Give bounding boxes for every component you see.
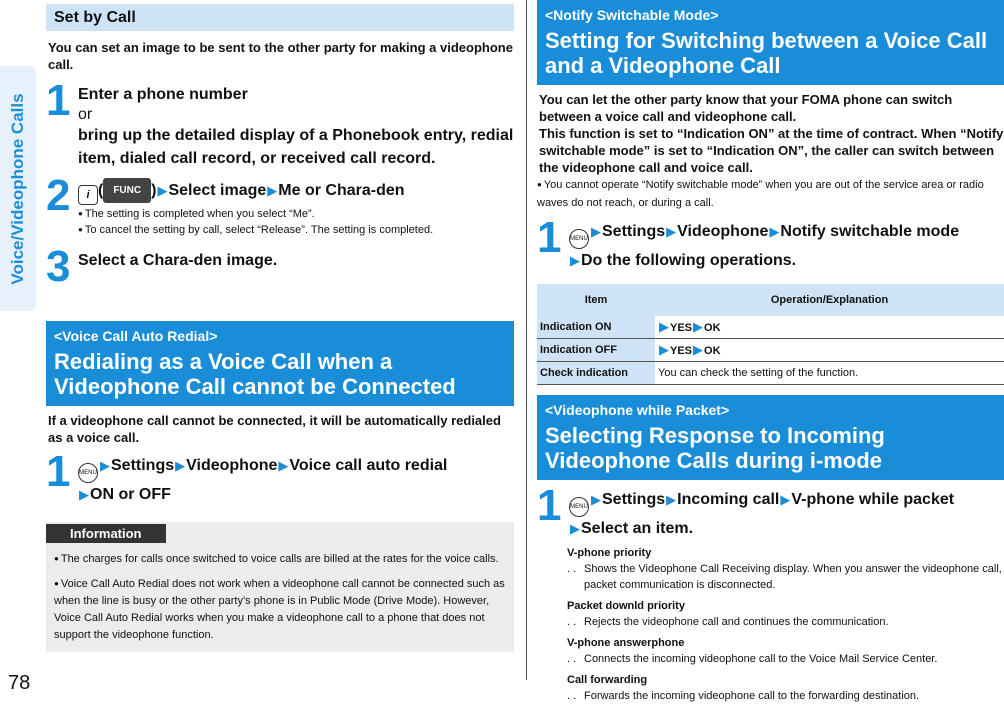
auto-redial-header bbox=[46, 321, 514, 406]
vp-packet-tag: <Videophone while Packet> bbox=[545, 402, 730, 418]
right-column bbox=[537, 0, 1004, 704]
notify-title: Setting for Switching between a Voice Call and a Videophone Call bbox=[545, 28, 988, 78]
table-cell-op: ▶YES▶OK bbox=[655, 339, 1004, 362]
step-number: 1 bbox=[537, 213, 562, 262]
table-header: Operation/Explanation bbox=[655, 284, 1004, 316]
step-2-keys: i ( FUNC )▶Select image▶Me or Chara-den bbox=[78, 178, 514, 205]
table-cell-item: Indication OFF bbox=[537, 339, 655, 362]
vp-packet-step bbox=[537, 481, 1004, 540]
vp-packet-header bbox=[537, 395, 1004, 480]
vp-a: Settings bbox=[602, 491, 666, 508]
table-cell-op: You can check the setting of the function. bbox=[655, 362, 1004, 385]
menu-key-icon: MENU bbox=[78, 463, 98, 483]
set-by-call-intro: You can set an image to be sent to the other party for making a videophone call. bbox=[48, 40, 513, 72]
table-row bbox=[537, 339, 1004, 362]
arrow-icon: ▶ bbox=[591, 492, 601, 507]
notify-d: Do the following operations. bbox=[581, 252, 797, 269]
vp-option-name: Call forwarding bbox=[567, 674, 648, 686]
vp-option-desc: . . Rejects the videophone call and continues the communication. bbox=[567, 616, 889, 628]
arrow-icon: ▶ bbox=[175, 458, 186, 473]
vp-option-desc: . . Connects the incoming videophone call to the Voice Mail Service Center. bbox=[567, 653, 938, 665]
arrow-icon: ▶ bbox=[157, 183, 168, 198]
page-number: 78 bbox=[8, 672, 31, 694]
table-header-row bbox=[537, 284, 1004, 316]
vp-packet-title: Selecting Response to Incoming Videophone Calls during i-mode bbox=[545, 423, 885, 473]
vp-c: V-phone while packet bbox=[791, 491, 955, 508]
notify-step bbox=[537, 213, 1004, 272]
vp-option-desc: . . Shows the Videophone Call Receiving display. When you answer the videophone call, packet communication is disconnected. bbox=[567, 563, 1002, 591]
notify-c: Notify switchable mode bbox=[780, 223, 960, 240]
step-number: 1 bbox=[46, 447, 71, 496]
notify-para-2: This function is set to “Indication ON” at the time of contract. When “Notify switchable mode” is set to “Indication ON”, the caller can switch between the videophone call and voice call. bbox=[539, 126, 1004, 175]
auto-redial-title: Redialing as a Voice Call when a Videophone Call cannot be Connected bbox=[54, 349, 456, 399]
auto-redial-c: Voice call auto redial bbox=[289, 457, 448, 474]
step-number: 1 bbox=[46, 76, 71, 125]
information-bullet: ● The charges for calls once switched to voice calls are billed at the rates for the voice calls. bbox=[54, 550, 506, 568]
operations-table bbox=[537, 284, 1004, 385]
auto-redial-a: Settings bbox=[111, 457, 175, 474]
auto-redial-step bbox=[46, 447, 514, 506]
auto-redial-step-text bbox=[78, 454, 514, 506]
table-cell-op: ▶YES▶OK bbox=[655, 316, 1004, 339]
step-2 bbox=[46, 171, 514, 237]
table-cell-item: Check indication bbox=[537, 362, 655, 385]
menu-key-icon: MENU bbox=[569, 229, 589, 249]
chapter-tab-box bbox=[0, 66, 36, 311]
step-1-line2: bring up the detailed display of a Phonebook entry, redial item, dialed call record, or received call record. bbox=[78, 127, 514, 167]
vp-option-desc: . . Forwards the incoming videophone call to the forwarding destination. bbox=[567, 690, 920, 702]
information-bullet: ● Voice Call Auto Redial does not work when a videophone call cannot be connected such as when the line is busy or the other party’s phone is in Public Mode (Drive Mode). However, Voice Call Auto Redial works when you make a videophone call to a phone that does not support the videophone function. bbox=[54, 575, 506, 644]
step-2-a: Select image bbox=[168, 182, 267, 199]
notify-header bbox=[537, 0, 1004, 85]
arrow-icon: ▶ bbox=[79, 487, 89, 502]
vp-option-name: V-phone answerphone bbox=[567, 637, 685, 649]
step-number: 2 bbox=[46, 171, 71, 220]
arrow-icon: ▶ bbox=[769, 224, 780, 239]
set-by-call-heading: Set by Call bbox=[46, 4, 514, 31]
arrow-icon: ▶ bbox=[278, 458, 289, 473]
arrow-icon: ▶ bbox=[591, 224, 601, 239]
chapter-tab bbox=[0, 0, 36, 697]
vp-b: Incoming call bbox=[677, 491, 780, 508]
table-cell-item: Indication ON bbox=[537, 316, 655, 339]
auto-redial-b: Videophone bbox=[186, 457, 278, 474]
notify-a: Settings bbox=[602, 223, 666, 240]
column-divider bbox=[526, 0, 527, 680]
arrow-icon: ▶ bbox=[780, 492, 791, 507]
step-2-bullet: ● The setting is completed when you select “Me”. bbox=[78, 205, 514, 223]
step-1 bbox=[46, 76, 514, 170]
step-3 bbox=[46, 242, 514, 291]
notify-step-text bbox=[569, 220, 1004, 272]
arrow-icon: ▶ bbox=[666, 492, 677, 507]
auto-redial-tag: <Voice Call Auto Redial> bbox=[54, 328, 218, 344]
vp-option-name: Packet downld priority bbox=[567, 600, 685, 612]
notify-bullet: ● You cannot operate “Notify switchable mode” when you are out of the service area or radio waves do not reach, or during a call. bbox=[537, 176, 1004, 212]
func-key-icon: FUNC bbox=[103, 178, 151, 203]
auto-redial-d: ON or OFF bbox=[90, 486, 171, 503]
notify-para-1: You can let the other party know that your FOMA phone can switch between a voice call and videophone call. bbox=[539, 92, 953, 124]
notify-tag: <Notify Switchable Mode> bbox=[545, 7, 719, 23]
arrow-icon: ▶ bbox=[570, 521, 580, 536]
step-1-line1: Enter a phone number bbox=[78, 86, 248, 103]
step-2-bullet: ● To cancel the setting by call, select “Release”. The setting is completed. bbox=[78, 223, 514, 237]
left-column bbox=[46, 0, 514, 652]
step-number: 1 bbox=[537, 481, 562, 530]
arrow-icon: ▶ bbox=[570, 253, 580, 268]
table-header: Item bbox=[537, 284, 655, 316]
step-1-or: or bbox=[78, 106, 93, 123]
step-3-text: Select a Chara-den image. bbox=[78, 252, 278, 269]
menu-key-icon: MENU bbox=[569, 497, 589, 517]
auto-redial-intro: If a videophone call cannot be connected, it will be automatically redialed as a voice call. bbox=[48, 413, 501, 445]
information-label: Information bbox=[46, 524, 166, 543]
information-box bbox=[46, 522, 514, 652]
table-row bbox=[537, 316, 1004, 339]
arrow-icon: ▶ bbox=[100, 458, 110, 473]
vp-options bbox=[567, 545, 1004, 704]
arrow-icon: ▶ bbox=[666, 224, 677, 239]
i-mode-key-icon: i bbox=[78, 185, 98, 205]
vp-option-name: V-phone priority bbox=[567, 547, 652, 559]
step-number: 3 bbox=[46, 242, 71, 291]
vp-d: Select an item. bbox=[581, 520, 694, 537]
notify-b: Videophone bbox=[677, 223, 769, 240]
chapter-tab-label: Voice/Videophone Calls bbox=[8, 92, 27, 285]
arrow-icon: ▶ bbox=[267, 183, 278, 198]
table-row bbox=[537, 362, 1004, 385]
vp-packet-step-text bbox=[569, 488, 1004, 540]
step-2-b: Me or Chara-den bbox=[278, 182, 405, 199]
